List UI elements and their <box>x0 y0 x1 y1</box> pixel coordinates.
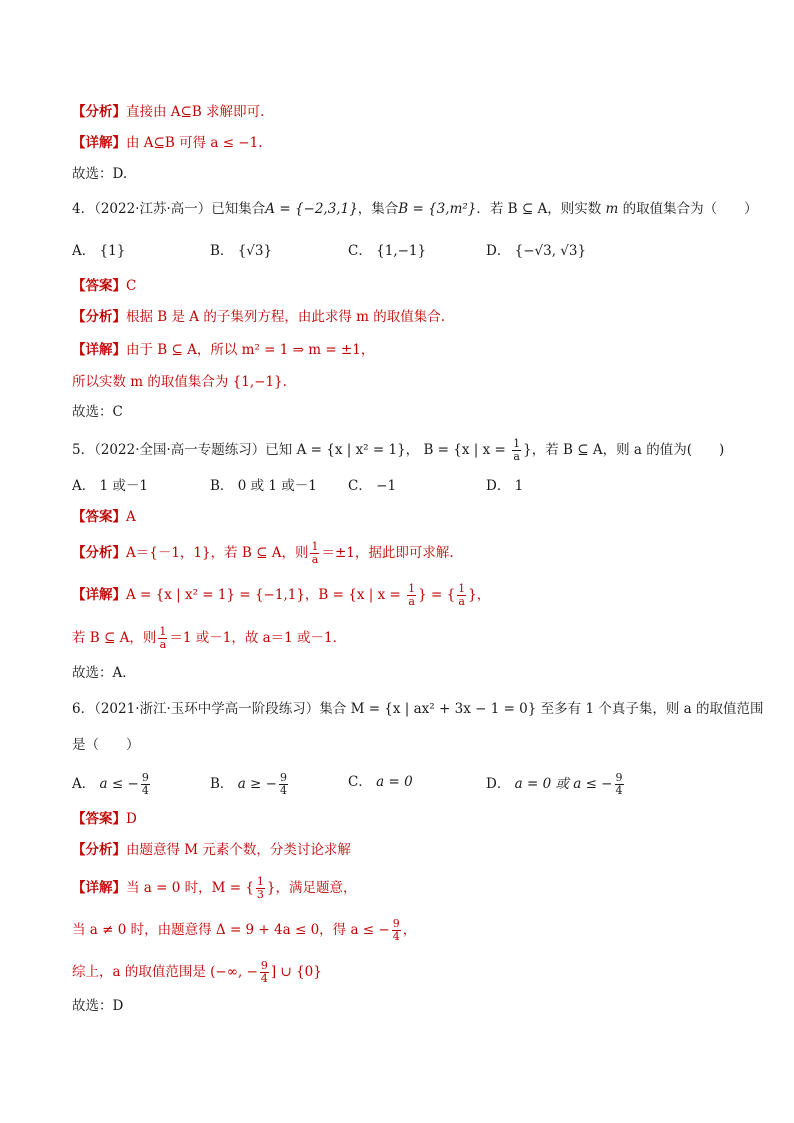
q5-stem-b: B = {x | x = <box>423 442 511 458</box>
q5-detail2-fraction <box>158 626 167 651</box>
frac-num: 1 <box>513 437 521 450</box>
q5-detail-b: } = { <box>418 587 456 603</box>
answer-tag: 【答案】 <box>72 278 126 294</box>
option-text: a ≥ − <box>237 776 277 792</box>
q5-stem-c: }，若 B ⊆ A，则 a 的值为( ) <box>523 442 725 458</box>
q4-stem-d: 的取值集合为（ ） <box>622 201 758 217</box>
q6-detail3-fraction <box>260 960 269 985</box>
q6-stem-2: 是（ ） <box>72 737 140 753</box>
option-label: B． <box>210 776 234 792</box>
frac-den: 4 <box>392 930 400 943</box>
frac-den: a <box>408 595 415 608</box>
option-label: B． <box>210 243 234 259</box>
q6-detail2-fraction <box>392 918 401 943</box>
q5-number: 5． <box>72 442 95 458</box>
option-label: C． <box>348 478 372 494</box>
q5-option-a[interactable] <box>72 476 148 496</box>
option-text: a ≤ − <box>99 776 139 792</box>
q6-detail3-a: 综上，a 的取值范围是 (−∞, − <box>72 964 258 980</box>
q6-number: 6． <box>72 701 95 717</box>
q4-detail-1-text: 由于 B ⊆ A，所以 m² = 1 ⇒ m = ±1， <box>126 342 375 358</box>
q4-option-d[interactable] <box>486 241 586 261</box>
q5-detail-a: A = {x | x² = 1} = {−1,1}，B = {x | x = <box>126 587 406 603</box>
q4-source: （2022·江苏·高一） <box>94 201 212 217</box>
q4-var: m <box>605 201 619 217</box>
q4-answer-text: C <box>126 278 137 294</box>
q6-option-d[interactable] <box>486 772 626 797</box>
option-label: C． <box>348 243 372 259</box>
q4-stem-c: ．若 B ⊆ A，则实数 <box>476 201 602 217</box>
q5-analysis-fraction <box>310 541 319 566</box>
q5-choice: 故选：A． <box>72 665 136 681</box>
analysis-tag: 【分析】 <box>72 842 126 858</box>
q6-detail-2 <box>72 918 734 943</box>
option-fraction <box>141 772 150 797</box>
q6-detail1-fraction <box>256 876 265 901</box>
q5-stem <box>72 438 734 463</box>
q6-answer <box>72 809 734 829</box>
analysis-tag: 【分析】 <box>72 309 126 325</box>
detail-tag: 【详解】 <box>72 342 126 358</box>
q6-choice: 故选：D <box>72 998 124 1014</box>
q5-detail-fraction-1 <box>407 583 416 608</box>
option-label: D． <box>486 478 511 494</box>
q6-detail3-b: ] ∪ {0} <box>270 964 322 980</box>
q6-detail2-a: 当 a ≠ 0 时，由题意得 Δ = 9 + 4a ≤ 0，得 a ≤ − <box>72 922 390 938</box>
detail-tag: 【详解】 <box>72 880 126 896</box>
q4-detail-1 <box>72 340 734 360</box>
frac-den: 4 <box>260 972 268 985</box>
frac-den: a <box>159 638 167 651</box>
q5-analysis-a: A＝{－1，1}，若 B ⊆ A，则 <box>126 545 309 561</box>
q3-analysis <box>72 102 734 122</box>
q5-option-b[interactable] <box>210 476 317 496</box>
q6-option-a[interactable] <box>72 772 152 797</box>
q6-stem-a: 集合 M = {x | ax² + 3x − 1 = 0} 至多有 1 个真子集，则 a 的取值范围 <box>319 701 764 717</box>
option-text: {√3} <box>237 243 273 259</box>
frac-den: 4 <box>279 784 287 797</box>
q4-option-a[interactable] <box>72 241 125 261</box>
q4-option-b[interactable] <box>210 241 272 261</box>
q5-answer-text: A <box>126 509 136 525</box>
q5-detail-2 <box>72 626 734 651</box>
option-text: 0 或 1 或－1 <box>237 478 317 494</box>
frac-den: 4 <box>615 784 623 797</box>
frac-den: 4 <box>141 784 149 797</box>
q4-stem-a: 已知集合 <box>211 201 266 217</box>
q4-analysis-text: 根据 B 是 A 的子集列方程，由此求得 m 的取值集合. <box>126 309 446 325</box>
q6-analysis-text: 由题意得 M 元素个数，分类讨论求解 <box>126 842 351 858</box>
option-label: B． <box>210 478 234 494</box>
q4-stem <box>72 199 758 219</box>
q6-detail-1 <box>72 876 734 901</box>
q6-option-c[interactable] <box>348 772 413 792</box>
q5-detail-fraction-2 <box>457 583 466 608</box>
q4-set-a: A = {−2,3,1} <box>265 201 358 217</box>
q5-stem-fraction <box>512 438 521 463</box>
frac-num: 1 <box>458 582 466 595</box>
q4-set-b: B = {3,m²} <box>398 201 477 217</box>
frac-num: 9 <box>141 771 149 784</box>
answer-tag: 【答案】 <box>72 811 126 827</box>
frac-num: 9 <box>392 917 400 930</box>
option-label: C． <box>348 774 372 790</box>
q4-analysis <box>72 307 734 327</box>
answer-tag: 【答案】 <box>72 509 126 525</box>
frac-den: 3 <box>256 888 264 901</box>
detail-tag: 【详解】 <box>72 587 126 603</box>
frac-num: 9 <box>615 771 623 784</box>
q6-analysis <box>72 840 734 860</box>
q6-detail1-a: 当 a = 0 时，M = { <box>126 880 254 896</box>
q6-source: （2021·浙江·玉环中学高一阶段练习） <box>94 701 320 717</box>
q3-detail <box>72 133 734 153</box>
detail-tag: 【详解】 <box>72 135 126 151</box>
option-fraction <box>279 772 288 797</box>
option-text: a = 0 或 a ≤ − <box>514 776 613 792</box>
q4-number: 4． <box>72 201 95 217</box>
frac-den: a <box>458 595 465 608</box>
frac-num: 9 <box>260 959 268 972</box>
option-text: {1,−1} <box>376 243 427 259</box>
q6-detail-3 <box>72 960 734 985</box>
frac-num: 1 <box>159 625 167 638</box>
q4-choice: 故选：C <box>72 404 123 420</box>
q3-choice: 故选：D. <box>72 166 128 182</box>
analysis-tag: 【分析】 <box>72 104 126 120</box>
q5-source: （2022·全国·高一专题练习） <box>94 442 266 458</box>
q6-detail1-b: }，满足题意， <box>266 880 357 896</box>
q5-detail2-a: 若 B ⊆ A，则 <box>72 630 157 646</box>
q5-option-d[interactable] <box>486 476 523 496</box>
frac-num: 1 <box>256 875 264 888</box>
option-text: 1 <box>514 478 524 494</box>
q3-analysis-text: 直接由 A⊆B 求解即可. <box>126 104 265 120</box>
q4-option-c[interactable] <box>348 241 426 261</box>
option-label: D． <box>486 776 511 792</box>
q6-answer-text: D <box>126 811 137 827</box>
option-text: 1 或－1 <box>99 478 149 494</box>
option-text: {1} <box>99 243 126 259</box>
option-fraction <box>615 772 624 797</box>
q5-answer <box>72 507 734 527</box>
q5-analysis <box>72 541 734 566</box>
frac-den: a <box>513 450 520 463</box>
option-text: {−√3, √3} <box>514 243 587 259</box>
q4-detail-2 <box>72 372 734 392</box>
q6-option-b[interactable] <box>210 772 290 797</box>
frac-num: 1 <box>408 582 416 595</box>
q5-option-c[interactable] <box>348 476 396 496</box>
frac-den: a <box>311 553 319 566</box>
q6-detail2-b: ， <box>402 922 417 938</box>
option-label: A． <box>72 478 96 494</box>
q5-detail-1 <box>72 583 734 608</box>
q6-stem <box>72 699 764 719</box>
q5-detail2-b: ＝1 或－1，故 a＝1 或－1． <box>169 630 347 646</box>
option-text: a = 0 <box>376 774 413 790</box>
analysis-tag: 【分析】 <box>72 545 126 561</box>
option-label: A． <box>72 243 96 259</box>
option-label: D． <box>486 243 511 259</box>
q4-stem-b: ，集合 <box>357 201 399 217</box>
option-label: A． <box>72 776 96 792</box>
frac-num: 1 <box>311 540 319 553</box>
q3-detail-text: 由 A⊆B 可得 a ≤ −1. <box>126 135 263 151</box>
frac-num: 9 <box>279 771 287 784</box>
q5-detail-c: }， <box>468 587 491 603</box>
q4-detail-2-text: 所以实数 m 的取值集合为 {1,−1}. <box>72 374 287 390</box>
q5-stem-a: 已知 A = {x | x² = 1}， <box>265 442 420 458</box>
q4-answer <box>72 276 734 296</box>
q5-analysis-b: ＝±1，据此即可求解. <box>321 545 454 561</box>
option-text: −1 <box>376 478 397 494</box>
